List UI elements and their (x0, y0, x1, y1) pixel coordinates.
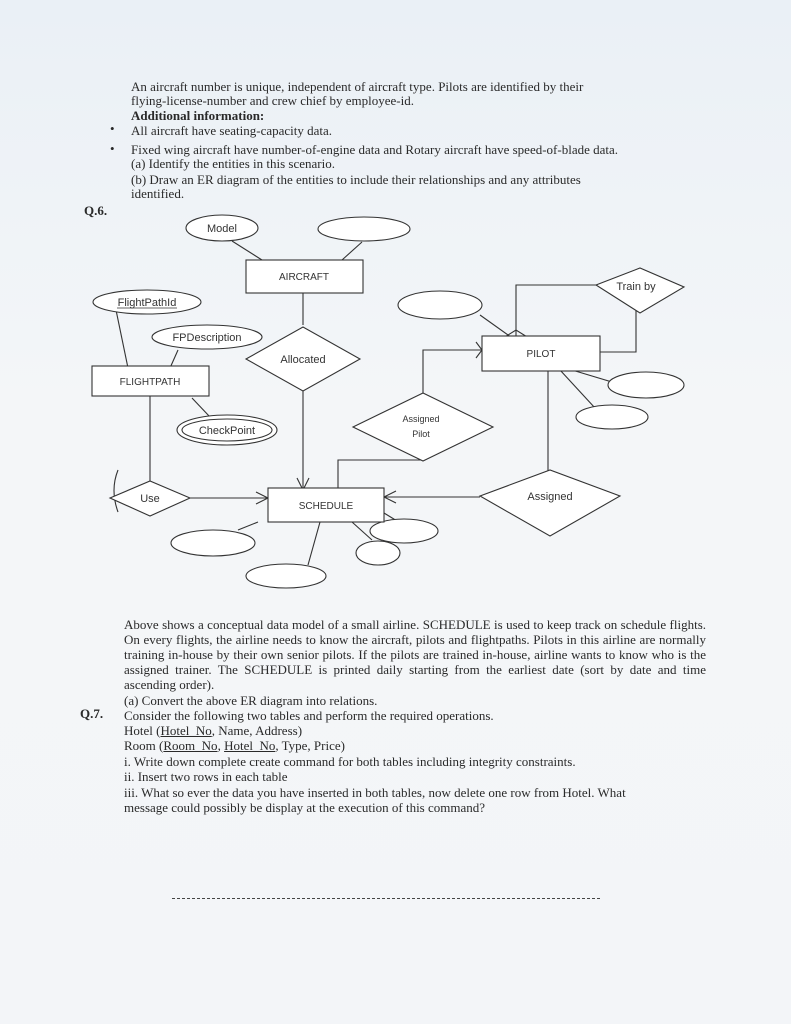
q6-part-a: (a) Convert the above ER diagram into relations. (124, 693, 378, 708)
pilot-blank-attribute-right (608, 372, 684, 398)
schedule-attr-mid-link (352, 522, 372, 540)
model-label: Model (207, 223, 237, 235)
assigned-pilot-label-1: Assigned (402, 414, 440, 424)
fpdescription-link (170, 350, 178, 368)
hotel-other-columns: , Name, Address) (211, 723, 303, 738)
bullet-dot-1: • (110, 121, 115, 136)
assigned-relationship (480, 470, 620, 536)
q7-label: Q.7. (80, 706, 104, 721)
assigned-label: Assigned (527, 491, 573, 503)
part-a-identify: (a) Identify the entities in this scenario. (131, 156, 335, 171)
flightpathid-link (116, 310, 128, 368)
intro-line-2: flying-license-number and crew chief by employee-id. (131, 93, 414, 108)
q6-paragraph: Above shows a conceptual data model of a small airline. SCHEDULE is used to keep track on schedule flights. On every flights, the airline needs to know the aircraft, pilots and flightpaths. Pilots in this airline are normally training in-house by their own senior pilots. If the pilots are trained in-house, airline wants to know who is the assigned trainer. The SCHEDULE is printed daily starting from the earliest date (sort by date and time ascending order). (124, 617, 706, 692)
hotel-schema: Hotel (Hotel_No, Name, Address) (124, 723, 303, 738)
checkpoint-link (192, 398, 210, 417)
pilot-trainby-top-link (516, 285, 596, 340)
hotel-table-name: Hotel (124, 723, 153, 738)
pilot-assignedpilot-link (423, 350, 482, 395)
flightpath-entity-label: FLIGHTPATH (119, 377, 181, 388)
model-aircraft-link (232, 241, 262, 260)
bullet-1-text: All aircraft have seating-capacity data. (131, 123, 333, 138)
allocated-label: Allocated (280, 354, 326, 366)
hotel-primary-key: Hotel_No (160, 723, 212, 738)
use-curve-mark (114, 470, 118, 512)
bullet-dot-2: • (110, 141, 115, 156)
room-schema: Room (Room_No, Hotel_No, Type, Price) (124, 738, 345, 753)
assignedpilot-schedule-link (338, 455, 423, 490)
schedule-blank-attribute-right (370, 519, 438, 543)
use-label: Use (140, 493, 160, 505)
q7-item-4: message could possibly be display at the execution of this command? (124, 800, 486, 815)
flightpathid-label: FlightPathId (117, 297, 177, 309)
train-by-label: Train by (616, 281, 656, 293)
schedule-blank-attribute-left (171, 530, 255, 556)
q7-item-3: iii. What so ever the data you have inserted in both tables, now delete one row from Hotel. What (124, 785, 626, 800)
schedule-attr-left-link (238, 522, 258, 530)
bullet-2-text: Fixed wing aircraft have number-of-engine data and Rotary aircraft have speed-of-blade data. (131, 142, 619, 157)
schedule-blank-attribute-bottom (246, 564, 326, 588)
aircraft-entity-label: AIRCRAFT (279, 272, 329, 283)
q7-intro: Consider the following two tables and perform the required operations. (124, 708, 494, 723)
aircraft-attr-link (342, 242, 362, 260)
aircraft-blank-attribute (318, 217, 410, 241)
q7-item-1: i. Write down complete create command for both tables including integrity constraints. (124, 754, 576, 769)
room-other-columns: , Type, Price) (275, 738, 345, 753)
q7-item-2: ii. Insert two rows in each table (124, 769, 288, 784)
q6-label: Q.6. (84, 203, 108, 218)
schedule-blank-attribute-mid (356, 541, 400, 565)
pilot-attr-right-link (572, 370, 612, 382)
assigned-pilot-label-2: Pilot (412, 429, 430, 439)
schedule-entity-label: SCHEDULE (298, 501, 354, 512)
part-b-line-2: identified. (131, 186, 185, 201)
room-primary-key: Room_No (163, 738, 218, 753)
trainby-pilot-link (600, 302, 636, 352)
room-table-name: Room (124, 738, 156, 753)
additional-info-heading: Additional information: (131, 108, 265, 123)
assigned-pilot-relationship (353, 393, 493, 461)
room-foreign-key: Hotel_No (224, 738, 276, 753)
pilot-entity-label: PILOT (526, 349, 556, 360)
end-dashed-rule (172, 898, 600, 899)
pilot-blank-attribute-lower (576, 405, 648, 429)
pilot-blank-attribute-top (398, 291, 482, 319)
checkpoint-label: CheckPoint (198, 425, 256, 437)
part-b-line-1: (b) Draw an ER diagram of the entities to include their relationships and any attributes (131, 172, 581, 187)
fpdescription-label: FPDescription (172, 332, 242, 344)
schedule-attr-bottom-link (308, 522, 320, 565)
intro-line-1: An aircraft number is unique, independent of aircraft type. Pilots are identified by their (131, 79, 584, 94)
